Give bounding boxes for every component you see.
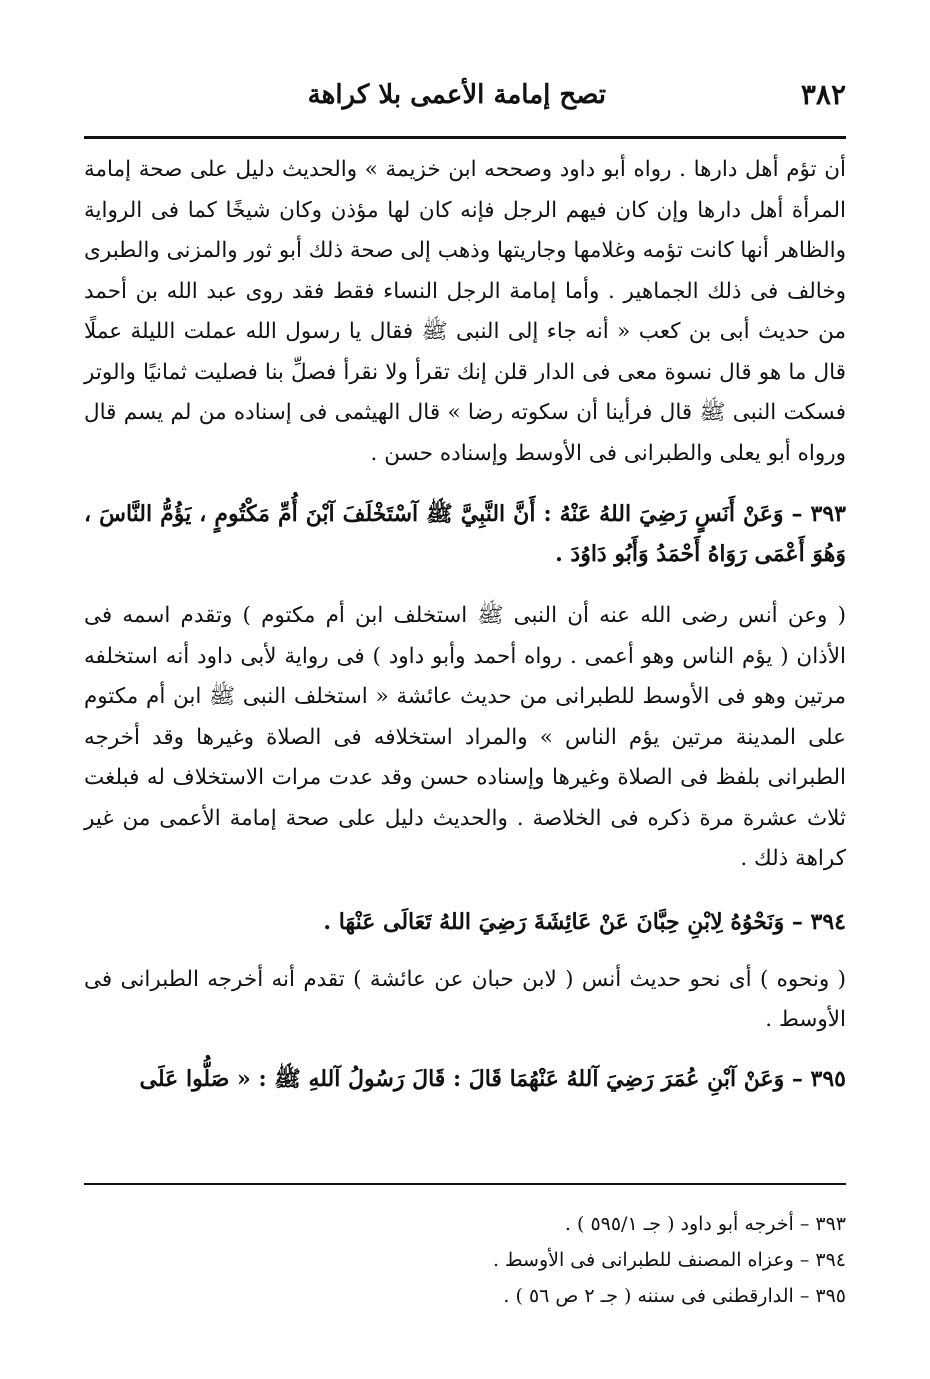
header-rule bbox=[84, 136, 846, 139]
hadith-393: ٣٩٣ – وَعَنْ أَنَسٍ رَضِيَ اللهُ عَنْهُ : أَنَّ النَّبِيَّ ﷺ آسْتَخْلَفَ آبْنَ أُمِّ مَكْتُومٍ ، يَؤُمُّ النَّاسَ ، وَهُوَ أَعْمَى رَوَاهُ أَحْمَدُ وَأَبُو دَاوُدَ . bbox=[84, 501, 846, 567]
commentary-paragraph: أن تؤم أهل دارها . رواه أبو داود وصححه ابن خزيمة » والحديث دليل على صحة إمامة المرأة أهل دارها وإن كان فيهم الرجل فإنه كان لها مؤذن وكان شيخًا كما فى الرواية والظاهر أنها كانت تؤمه وغلامها وجاريتها وذهب إلى صحة ذلك أبو ثور والمزنى والطبرى وخالف فى ذلك الجماهير . وأما إمامة الرجل النساء فقط فقد روى عبد الله بن أحمد من حديث أبى بن كعب « أنه جاء إلى النبى ﷺ فقال يا رسول الله عملت الليلة عملًا قال ما هو قال نسوة معى فى الدار قلن إنك تقرأ ولا نقرأ فصلِّ بنا فصليت ثمانيًا والوتر فسكت النبى ﷺ قال فرأينا أن سكوته رضا » قال الهيثمى فى إسناده من لم يسم قال ورواه أبو يعلى والطبرانى فى الأوسط وإسناده حسن . bbox=[84, 157, 846, 466]
commentary-393: ( وعن أنس رضى الله عنه أن النبى ﷺ استخلف ابن أم مكتوم ) وتقدم اسمه فى الأذان ( يؤم الناس وهو أعمى . رواه أحمد وأبو داود ) فى رواية لأبى داود أنه استخلفه مرتين وهو فى الأوسط للطبرانى من حديث عائشة « استخلف النبى ﷺ ابن أم مكتوم على المدينة مرتين يؤم الناس » والمراد استخلافه فى الصلاة وغيرها وقد أخرجه الطبرانى بلفظ فى الصلاة وغيرها وإسناده حسن وقد عدت مرات الاستخلاف له فبلغت ثلاث عشرة مرة ذكره فى الخلاصة . والحديث دليل على صحة إمامة الأعمى من غير كراهة ذلك . bbox=[84, 603, 846, 871]
page-number: ٣٨٢ bbox=[800, 78, 846, 111]
footnote-395: ٣٩٥ – الدارقطنى فى سننه ( جـ ٢ ص ٥٦ ) . bbox=[503, 1285, 846, 1307]
running-title: تصح إمامة الأعمى بلا كراهة bbox=[307, 80, 606, 110]
footnote-394: ٣٩٤ – وعزاه المصنف للطبرانى فى الأوسط . bbox=[492, 1249, 846, 1271]
commentary-394: ( ونحوه ) أى نحو حديث أنس ( لابن حبان عن عائشة ) تقدم أنه أخرجه الطبرانى فى الأوسط . bbox=[84, 966, 846, 1032]
page-header bbox=[84, 78, 846, 124]
footnotes bbox=[84, 1206, 846, 1314]
hadith-394: ٣٩٤ – وَنَحْوُهُ لِابْنِ حِبَّانَ عَنْ عَائِشَةَ رَضِيَ اللهُ تَعَالَى عَنْهَا . bbox=[323, 908, 846, 935]
hadith-395: ٣٩٥ – وَعَنْ آبْنِ عُمَرَ رَضِيَ آللهُ عَنْهُمَا قَالَ : قَالَ رَسُولُ آللهِ ﷺ : « صَلُّوا عَلَى bbox=[139, 1065, 846, 1092]
footnote-393: ٣٩٣ – أخرجه أبو داود ( جـ ٥٩٥/١ ) . bbox=[564, 1213, 846, 1235]
footnote-rule bbox=[84, 1183, 846, 1185]
main-text bbox=[84, 150, 846, 1099]
